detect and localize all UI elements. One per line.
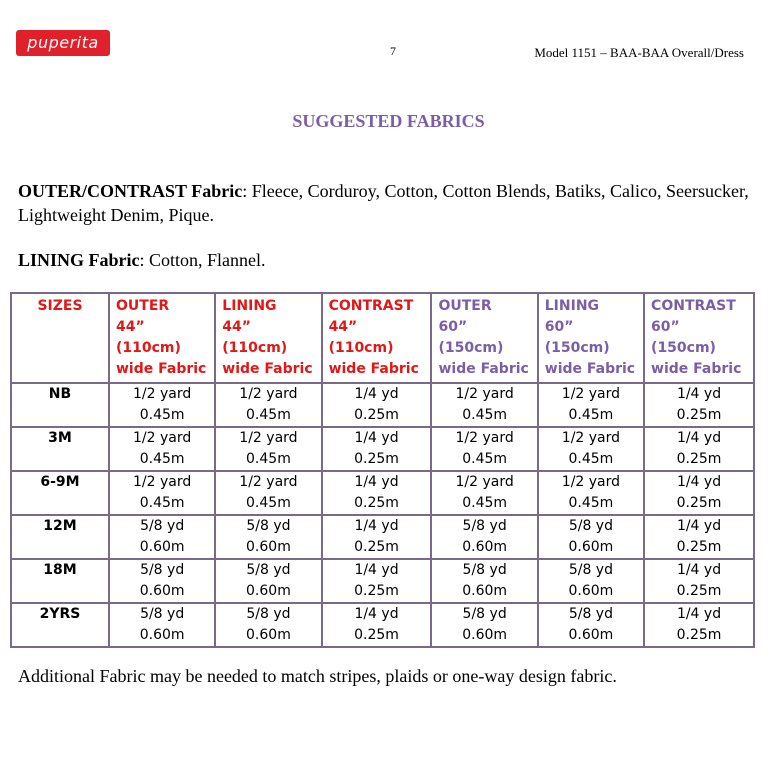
fabric-amount-cell	[431, 471, 537, 515]
column-header-line: wide Fabric	[544, 361, 636, 377]
fabric-amount-cell	[644, 383, 754, 427]
size-cell: 2YRS	[11, 603, 109, 647]
model-title: Model 1151 – BAA-BAA Overall/Dress	[534, 45, 744, 60]
table-row	[11, 603, 754, 647]
fabric-amount-cell	[322, 383, 432, 427]
yardage-value: 1/4 yd	[676, 518, 722, 534]
metric-value: 0.25m	[676, 539, 722, 555]
column-header-line: 60” (150cm)	[651, 319, 716, 356]
size-cell: 3M	[11, 427, 109, 471]
yardage-value: 1/2 yard	[239, 386, 298, 402]
footer-note: Additional Fabric may be needed to match stripes, plaids or one-way design fabric.	[18, 666, 617, 686]
yardage-value: 1/2 yard	[133, 474, 192, 490]
yardage-value: 1/2 yard	[133, 430, 192, 446]
metric-value: 0.60m	[462, 627, 508, 643]
column-header-line: OUTER	[438, 298, 492, 314]
yardage-value: 5/8 yd	[462, 606, 507, 622]
column-header-line: OUTER	[116, 298, 170, 314]
metric-value: 0.45m	[568, 495, 614, 511]
lining-label: LINING Fabric	[18, 250, 140, 270]
table-row	[11, 471, 754, 515]
fabric-amount-cell	[109, 427, 215, 471]
metric-value: 0.45m	[246, 495, 291, 511]
yardage-value: 5/8 yd	[568, 562, 613, 578]
fabric-amount-cell	[644, 559, 754, 603]
column-header-line: 60” (150cm)	[438, 319, 504, 356]
size-cell: 6-9M	[11, 471, 109, 515]
column-header	[109, 293, 215, 383]
table-row	[11, 383, 754, 427]
metric-value: 0.25m	[354, 451, 399, 467]
yardage-value: 1/4 yd	[676, 606, 722, 622]
column-header-line: 44” (110cm)	[116, 319, 181, 356]
yardage-value: 1/4 yd	[354, 606, 399, 622]
fabric-amount-cell	[538, 603, 644, 647]
yardage-value: 1/2 yard	[455, 386, 514, 402]
column-header-line: 60” (150cm)	[544, 319, 610, 356]
yardage-value: 5/8 yd	[568, 518, 613, 534]
metric-value: 0.60m	[462, 539, 508, 555]
fabric-amount-cell	[431, 603, 537, 647]
metric-value: 0.60m	[139, 583, 185, 599]
fabric-amount-cell	[109, 559, 215, 603]
fabric-amount-cell	[538, 427, 644, 471]
metric-value: 0.45m	[139, 495, 185, 511]
fabric-amount-cell	[538, 559, 644, 603]
yardage-value: 1/4 yd	[676, 474, 722, 490]
yardage-value: 5/8 yd	[246, 518, 291, 534]
fabric-amount-cell	[109, 515, 215, 559]
metric-value: 0.25m	[676, 407, 722, 423]
yardage-value: 1/4 yd	[354, 386, 399, 402]
fabric-amount-cell	[215, 427, 321, 471]
column-header	[215, 293, 321, 383]
metric-value: 0.45m	[462, 451, 508, 467]
yardage-value: 1/2 yard	[561, 430, 621, 446]
fabric-amount-cell	[109, 471, 215, 515]
metric-value: 0.45m	[139, 451, 185, 467]
metric-value: 0.25m	[354, 627, 399, 643]
column-header	[322, 293, 432, 383]
size-cell: 12M	[11, 515, 109, 559]
metric-value: 0.45m	[462, 407, 508, 423]
metric-value: 0.60m	[139, 539, 185, 555]
outer-contrast-text: : Fleece, Corduroy, Cotton, Cotton Blends, Batiks, Calico, Seersucker, Lightweight Denim, Pique.	[18, 181, 749, 225]
metric-value: 0.60m	[568, 539, 614, 555]
fabric-amount-cell	[215, 383, 321, 427]
fabric-amount-cell	[644, 471, 754, 515]
metric-value: 0.60m	[246, 539, 291, 555]
column-header-line: LINING	[544, 298, 600, 314]
page-number: 7	[390, 44, 396, 58]
fabric-amount-cell	[431, 383, 537, 427]
yardage-value: 5/8 yd	[140, 518, 185, 534]
fabric-amount-cell	[109, 603, 215, 647]
metric-value: 0.45m	[246, 407, 291, 423]
metric-value: 0.45m	[139, 407, 185, 423]
column-header-line: 44” (110cm)	[222, 319, 288, 356]
fabric-amount-cell	[215, 559, 321, 603]
yardage-value: 1/4 yd	[354, 518, 399, 534]
metric-value: 0.45m	[462, 495, 508, 511]
brand-logo: puperita	[16, 30, 110, 56]
yardage-value: 5/8 yd	[462, 518, 507, 534]
yardage-value: 5/8 yd	[140, 606, 185, 622]
yardage-value: 1/4 yd	[676, 430, 722, 446]
fabric-amount-cell	[322, 559, 432, 603]
yardage-value: 1/2 yard	[561, 386, 621, 402]
fabric-amount-cell	[322, 427, 432, 471]
size-cell: 18M	[11, 559, 109, 603]
outer-contrast-label: OUTER/CONTRAST Fabric	[18, 181, 243, 201]
fabric-amount-cell	[322, 515, 432, 559]
lining-paragraph	[18, 248, 758, 272]
column-header	[11, 293, 109, 383]
fabric-amount-cell	[215, 515, 321, 559]
column-header	[644, 293, 754, 383]
metric-value: 0.25m	[354, 583, 399, 599]
fabric-requirements-table	[10, 292, 755, 648]
column-header-line: wide Fabric	[651, 361, 742, 377]
fabric-amount-cell	[644, 603, 754, 647]
metric-value: 0.25m	[354, 407, 399, 423]
column-header	[431, 293, 537, 383]
metric-value: 0.25m	[676, 451, 722, 467]
metric-value: 0.60m	[246, 583, 291, 599]
yardage-value: 1/4 yd	[676, 386, 722, 402]
yardage-value: 1/4 yd	[354, 474, 399, 490]
yardage-value: 1/2 yard	[133, 386, 192, 402]
fabric-amount-cell	[538, 515, 644, 559]
fabric-amount-cell	[644, 427, 754, 471]
yardage-value: 5/8 yd	[140, 562, 185, 578]
column-header-line: wide Fabric	[116, 361, 207, 377]
yardage-value: 1/4 yd	[354, 430, 399, 446]
yardage-value: 1/2 yard	[455, 430, 514, 446]
yardage-value: 1/4 yd	[354, 562, 399, 578]
table-row	[11, 515, 754, 559]
yardage-value: 1/2 yard	[239, 474, 298, 490]
fabric-amount-cell	[538, 471, 644, 515]
fabric-amount-cell	[431, 559, 537, 603]
metric-value: 0.60m	[568, 627, 614, 643]
column-header-line: SIZES	[37, 298, 83, 314]
table-row	[11, 427, 754, 471]
yardage-value: 5/8 yd	[246, 562, 291, 578]
metric-value: 0.60m	[139, 627, 185, 643]
outer-contrast-paragraph	[18, 179, 758, 227]
yardage-value: 1/2 yard	[455, 474, 514, 490]
fabric-amount-cell	[215, 603, 321, 647]
metric-value: 0.45m	[246, 451, 291, 467]
column-header-line: CONTRAST	[651, 298, 736, 314]
metric-value: 0.45m	[568, 407, 614, 423]
column-header-line: 44” (110cm)	[328, 319, 394, 356]
column-header	[538, 293, 644, 383]
size-cell: NB	[11, 383, 109, 427]
metric-value: 0.60m	[462, 583, 508, 599]
fabric-amount-cell	[322, 471, 432, 515]
fabric-amount-cell	[431, 515, 537, 559]
yardage-value: 5/8 yd	[568, 606, 613, 622]
table-header-row	[11, 293, 754, 383]
table-body	[11, 383, 754, 647]
fabric-amount-cell	[644, 515, 754, 559]
column-header-line: wide Fabric	[438, 361, 529, 377]
column-header-line: wide Fabric	[222, 361, 313, 377]
metric-value: 0.60m	[246, 627, 291, 643]
metric-value: 0.25m	[676, 495, 722, 511]
column-header-line: LINING	[222, 298, 277, 314]
yardage-value: 1/2 yard	[239, 430, 298, 446]
yardage-value: 1/4 yd	[676, 562, 722, 578]
metric-value: 0.25m	[676, 583, 722, 599]
yardage-value: 1/2 yard	[561, 474, 621, 490]
metric-value: 0.25m	[354, 539, 399, 555]
fabric-amount-cell	[431, 427, 537, 471]
fabric-amount-cell	[215, 471, 321, 515]
metric-value: 0.25m	[676, 627, 722, 643]
yardage-value: 5/8 yd	[246, 606, 291, 622]
fabric-amount-cell	[109, 383, 215, 427]
page-heading: SUGGESTED FABRICS	[292, 111, 485, 131]
metric-value: 0.25m	[354, 495, 399, 511]
column-header-line: wide Fabric	[328, 361, 419, 377]
column-header-line: CONTRAST	[328, 298, 414, 314]
lining-text: : Cotton, Flannel.	[139, 250, 266, 270]
fabric-amount-cell	[322, 603, 432, 647]
metric-value: 0.60m	[568, 583, 614, 599]
table-row	[11, 559, 754, 603]
metric-value: 0.45m	[568, 451, 614, 467]
fabric-amount-cell	[538, 383, 644, 427]
yardage-value: 5/8 yd	[462, 562, 507, 578]
